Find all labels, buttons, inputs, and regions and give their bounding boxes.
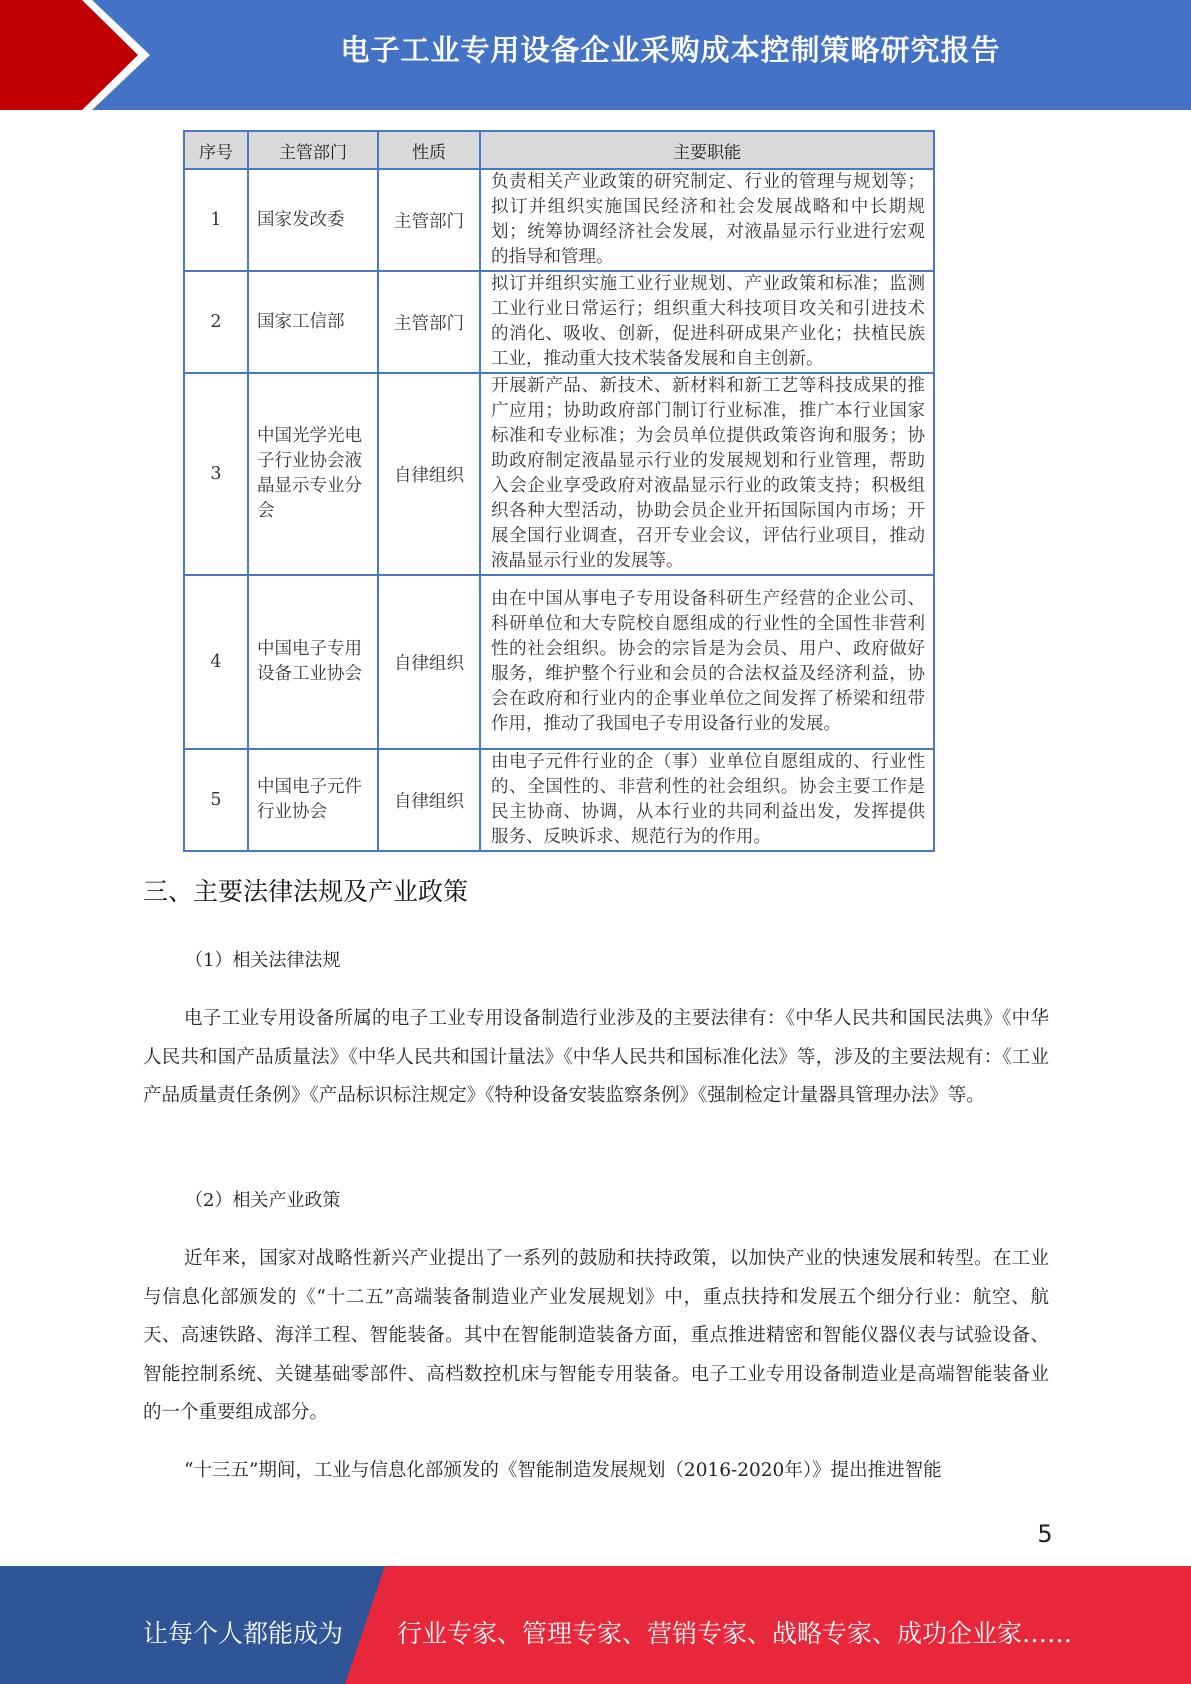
footer-slogan-right: 行业专家、管理专家、营销专家、战略专家、成功企业家…… (397, 1619, 1073, 1648)
table-row (184, 271, 934, 373)
row-nature: 主管部门 (378, 271, 480, 373)
column-header-dept: 主管部门 (248, 131, 378, 169)
row-nature: 自律组织 (378, 749, 480, 851)
row-number: 5 (184, 749, 248, 851)
row-nature: 主管部门 (378, 169, 480, 271)
row-function: 拟订并组织实施工业行业规划、产业政策和标准；监测工业行业日常运行；组织重大科技项目攻关和引进技术的消化、吸收、创新，促进科研成果产业化；扶植民族工业，推动重大技术装备发展和自主创新。 (480, 271, 934, 373)
row-function: 由电子元件行业的企（事）业单位自愿组成的、行业性的、全国性的、非营利性的社会组织。协会主要工作是民主协商、协调，从本行业的共同利益出发，发挥提供服务、反映诉求、规范行为的作用。 (480, 749, 934, 851)
row-number: 4 (184, 575, 248, 749)
page-header (0, 0, 1191, 110)
column-header-no: 序号 (184, 131, 248, 169)
row-nature: 自律组织 (378, 575, 480, 749)
row-dept: 国家发改委 (248, 169, 378, 271)
column-header-function: 主要职能 (480, 131, 934, 169)
section-heading: 三、主要法律法规及产业政策 (143, 877, 469, 906)
row-function: 负责相关产业政策的研究制定、行业的管理与规划等；拟订并组织实施国民经济和社会发展战略和中长期规划；统筹协调经济社会发展，对液晶显示行业进行宏观的指导和管理。 (480, 169, 934, 271)
row-dept: 中国电子专用设备工业协会 (248, 575, 378, 749)
header-arrow-decoration (0, 0, 150, 110)
table-header-row (184, 131, 934, 169)
report-title: 电子工业专用设备企业采购成本控制策略研究报告 (340, 33, 1001, 67)
row-number: 3 (184, 373, 248, 575)
page-number: 5 (1037, 1520, 1053, 1548)
subsection-laws: （1）相关法律法规 (185, 950, 341, 971)
paragraph-13th-five-year: “十三五”期间，工业与信息化部颁发的《智能制造发展规划（2016-2020年）》提出推进智能 (184, 1460, 942, 1481)
table-row (184, 373, 934, 575)
footer-slogan-left: 让每个人都能成为 (143, 1619, 344, 1648)
table-row (184, 169, 934, 271)
row-number: 1 (184, 169, 248, 271)
paragraph-laws: 电子工业专用设备所属的电子工业专用设备制造行业涉及的主要法律有：《中华人民共和国民法典》《中华人民共和国产品质量法》《中华人民共和国计量法》《中华人民共和国标准化法》等，涉及的主要法规有：《工业产品质量责任条例》《产品标识标注规定》《特种设备安装监察条例》《强制检定计量器具管理办法》等。 (143, 1008, 1049, 1106)
row-dept: 国家工信部 (248, 271, 378, 373)
row-dept: 中国光学光电子行业协会液晶显示专业分会 (248, 373, 378, 575)
row-dept: 中国电子元件行业协会 (248, 749, 378, 851)
column-header-nature: 性质 (378, 131, 480, 169)
subsection-policies: （2）相关产业政策 (185, 1190, 341, 1211)
table-row (184, 749, 934, 851)
row-function: 由在中国从事电子专用设备科研生产经营的企业公司、科研单位和大专院校自愿组成的行业性的全国性非营利性的社会组织。协会的宗旨是为会员、用户、政府做好服务，维护整个行业和会员的合法权益及经济利益，协会在政府和行业内的企事业单位之间发挥了桥梁和纽带作用，推动了我国电子专用设备行业的发展。 (480, 575, 934, 749)
row-function: 开展新产品、新技术、新材料和新工艺等科技成果的推广应用；协助政府部门制订行业标准，推广本行业国家标准和专业标准；为会员单位提供政策咨询和服务；协助政府制定液晶显示行业的发展规划和行业管理，帮助入会企业享受政府对液晶显示行业的政策支持；积极组织各种大型活动，协助会员企业开拓国际国内市场；开展全国行业调查，召开专业会议，评估行业项目，推动液晶显示行业的发展等。 (480, 373, 934, 575)
row-nature: 自律组织 (378, 373, 480, 575)
table-row (184, 575, 934, 749)
paragraph-policies: 近年来，国家对战略性新兴产业提出了一系列的鼓励和扶持政策，以加快产业的快速发展和转型。在工业与信息化部颁发的《“十二五”高端装备制造业产业发展规划》中，重点扶持和发展五个细分行业：航空、航天、高速铁路、海洋工程、智能装备。其中在智能制造装备方面，重点推进精密和智能仪器仪表与试验设备、智能控制系统、关键基础零部件、高档数控机床与智能专用装备。电子工业专用设备制造业是高端智能装备业的一个重要组成部分。 (143, 1248, 1049, 1423)
row-number: 2 (184, 271, 248, 373)
regulator-table (183, 130, 935, 852)
